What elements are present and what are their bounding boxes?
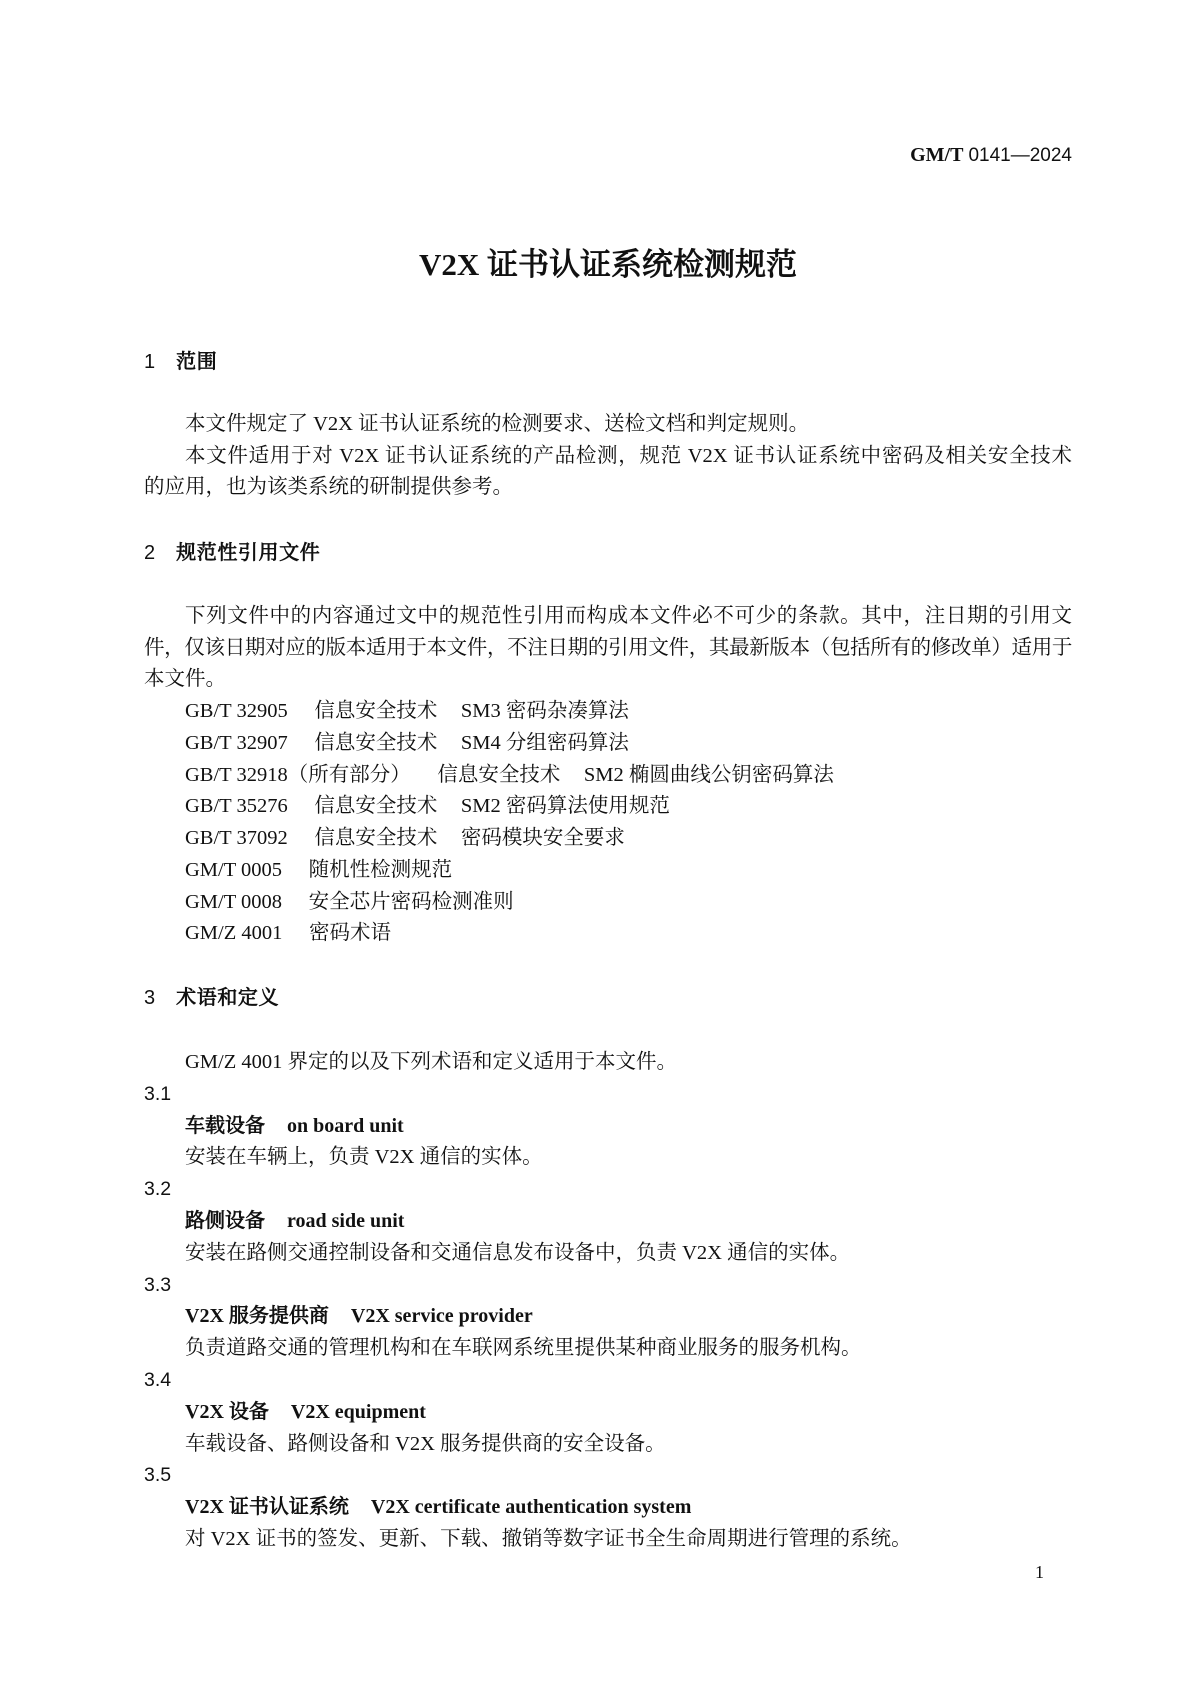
section-number: 2 (144, 542, 156, 564)
term-chinese: 车载设备 (185, 1115, 265, 1137)
term-line (144, 1491, 1072, 1523)
term-english: road side unit (287, 1210, 405, 1232)
section-number: 1 (144, 351, 156, 373)
term-english: on board unit (287, 1115, 404, 1137)
reference-domain: 信息安全技术 (437, 764, 561, 786)
scope-paragraph-line: 本文件规定了 V2X 证书认证系统的检测要求、送检文档和判定规则。 (185, 413, 810, 435)
term-definition: 安装在路侧交通控制设备和交通信息发布设备中，负责 V2X 通信的实体。 (185, 1242, 851, 1264)
reference-domain: 信息安全技术 (314, 795, 438, 817)
reference-title: 密码模块安全要求 (460, 827, 625, 849)
reference-code: GB/T 32907 (185, 732, 288, 754)
reference-item (144, 822, 1072, 854)
section-heading-normative-references (144, 537, 1072, 569)
term-chinese: V2X 证书认证系统 (185, 1496, 349, 1518)
reference-code: GB/T 35276 (185, 795, 288, 817)
clause-number: 3.5 (144, 1464, 172, 1486)
reference-item (144, 790, 1072, 822)
term-english: V2X service provider (350, 1305, 533, 1327)
references-intro-line: 本文件。 (144, 668, 226, 690)
reference-item (144, 727, 1072, 759)
reference-item (144, 886, 1072, 918)
reference-title: SM3 密码杂凑算法 (460, 700, 629, 722)
section-title: 术语和定义 (176, 987, 280, 1009)
term-chinese: V2X 设备 (185, 1401, 269, 1423)
reference-item (144, 854, 1072, 886)
clause-number: 3.1 (144, 1083, 172, 1105)
reference-title: 密码术语 (309, 922, 392, 944)
reference-title: SM4 分组密码算法 (460, 732, 629, 754)
term-definition: 安装在车辆上，负责 V2X 通信的实体。 (185, 1146, 543, 1168)
reference-domain: 信息安全技术 (314, 827, 438, 849)
standard-code-header (910, 139, 1072, 171)
term-definition: 车载设备、路侧设备和 V2X 服务提供商的安全设备。 (185, 1433, 666, 1455)
page-number: 1 (1035, 1562, 1044, 1582)
term-line (144, 1396, 1072, 1428)
reference-title: 安全芯片密码检测准则 (308, 891, 514, 913)
scope-paragraph-line: 的应用，也为该类系统的研制提供参考。 (144, 476, 513, 498)
clause-number: 3.2 (144, 1178, 172, 1200)
reference-item (144, 917, 1072, 949)
reference-item (144, 695, 1072, 727)
clause-number: 3.4 (144, 1369, 172, 1391)
terms-intro: GM/Z 4001 界定的以及下列术语和定义适用于本文件。 (185, 1051, 677, 1073)
section-title: 范围 (176, 351, 218, 373)
term-chinese: V2X 服务提供商 (185, 1305, 329, 1327)
references-intro-line: 件，仅该日期对应的版本适用于本文件，不注日期的引用文件，其最新版本（包括所有的修改单）适用于 (144, 637, 1072, 659)
standard-code-prefix: GM/T (910, 144, 964, 166)
section-title: 规范性引用文件 (176, 542, 321, 564)
term-english: V2X certificate authentication system (370, 1496, 692, 1518)
reference-code: GB/T 32905 (185, 700, 288, 722)
reference-item (144, 759, 1072, 791)
reference-code: GM/T 0005 (185, 859, 283, 881)
term-line (144, 1205, 1072, 1237)
document-title: V2X 证书认证系统检测规范 (418, 247, 798, 282)
reference-title: 随机性检测规范 (308, 859, 453, 881)
section-heading-terms-and-definitions (144, 982, 1072, 1014)
term-line (144, 1300, 1072, 1332)
term-chinese: 路侧设备 (185, 1210, 265, 1232)
reference-title: SM2 椭圆曲线公钥密码算法 (583, 764, 834, 786)
reference-code: GB/T 32918（所有部分） (185, 764, 411, 786)
term-line (144, 1110, 1072, 1142)
reference-domain: 信息安全技术 (314, 700, 438, 722)
standard-code-number: 0141—2024 (968, 145, 1072, 166)
reference-domain: 信息安全技术 (314, 732, 438, 754)
reference-code: GM/T 0008 (185, 891, 283, 913)
reference-code: GB/T 37092 (185, 827, 288, 849)
scope-paragraph-line: 本文件适用于对 V2X 证书认证系统的产品检测，规范 V2X 证书认证系统中密码及相关安全技术 (185, 445, 1072, 467)
section-number: 3 (144, 987, 156, 1009)
term-definition: 对 V2X 证书的签发、更新、下载、撤销等数字证书全生命周期进行管理的系统。 (185, 1528, 912, 1550)
section-heading-scope (144, 346, 1072, 378)
reference-title: SM2 密码算法使用规范 (460, 795, 670, 817)
references-intro-line: 下列文件中的内容通过文中的规范性引用而构成本文件必不可少的条款。其中，注日期的引用文 (185, 605, 1072, 627)
reference-code: GM/Z 4001 (185, 922, 283, 944)
clause-number: 3.3 (144, 1274, 172, 1296)
term-english: V2X equipment (290, 1401, 426, 1423)
term-definition: 负责道路交通的管理机构和在车联网系统里提供某种商业服务的服务机构。 (185, 1337, 862, 1359)
